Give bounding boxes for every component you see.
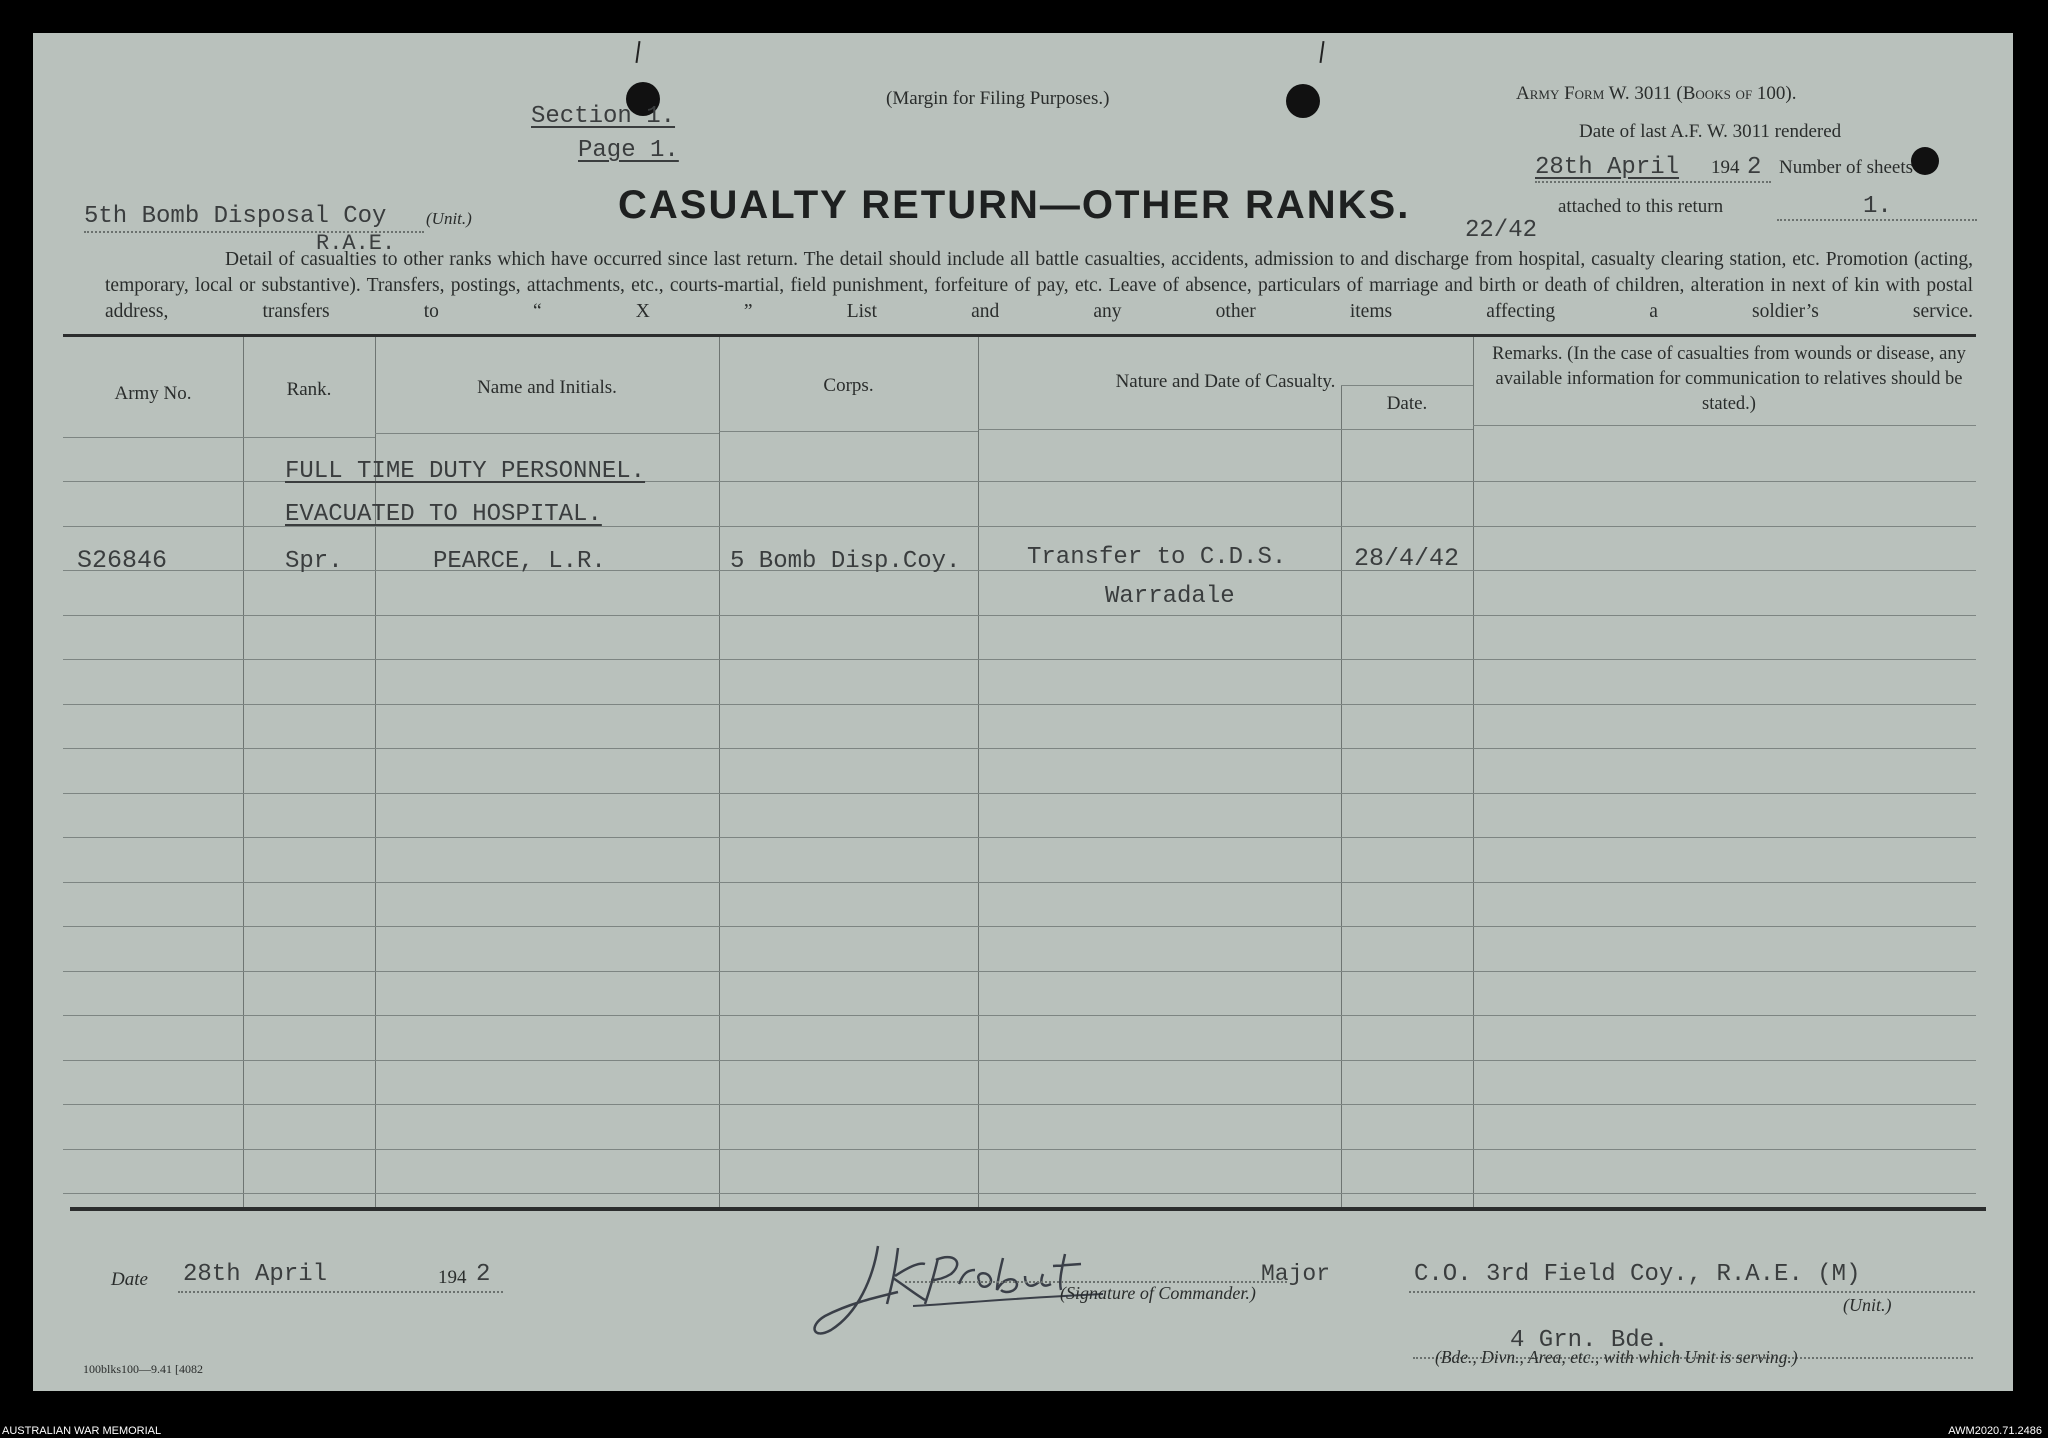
- footer-unit-dotline: [1409, 1291, 1975, 1293]
- instructions-paragraph: Detail of casualties to other ranks which have occurred since last return. The detail should include all battle casualties, accidents, admission to and discharge from hospital, casualty clearing station, etc. Promotion (acting, temporary, local or substantive). Transfers, postings, attachments, etc., courts-martial, field punishment, forfeiture of pay, etc. Leave of absence, particulars of marriage and birth or death of children, alteration in next of kin with postal address, transfers to “ X ” List and any other items affecting a soldier’s service.: [105, 249, 1973, 322]
- col-header-army-no: Army No.: [114, 383, 192, 404]
- table-top-rule: [63, 334, 1976, 337]
- unit-value-2: R.A.E.: [316, 231, 396, 256]
- cell-nature-line2: Warradale: [1105, 583, 1235, 610]
- footer-unit-label: (Unit.): [1843, 1295, 1892, 1315]
- archive-institution: AUSTRALIAN WAR MEMORIAL: [2, 1425, 162, 1437]
- cell-name: PEARCE, L.R.: [433, 548, 606, 575]
- footer-date-value: 28th April: [183, 1261, 328, 1288]
- footer-year-suffix: 2: [476, 1261, 491, 1288]
- header-bottom-rule: [63, 437, 243, 438]
- table-row-rule: [63, 1193, 1976, 1194]
- date-last-year-suffix: 2: [1747, 154, 1762, 181]
- note-full-time: FULL TIME DUTY PERSONNEL.: [285, 458, 646, 485]
- table-row-rule: [63, 971, 1976, 972]
- col-rule-3: [719, 337, 720, 1207]
- punch-hole-right: [1286, 84, 1320, 118]
- sheets-dotline: [1535, 181, 1771, 183]
- archive-catalogue-id: AWM2020.71.2486: [1948, 1425, 2042, 1437]
- filing-tick-right: [1319, 41, 1324, 63]
- col-header-nature: Nature and Date of Casualty.: [1115, 371, 1336, 392]
- date-last-year-prefix: 194: [1711, 157, 1740, 178]
- header-bottom-rule: [719, 431, 978, 432]
- col-header-date: Date.: [1386, 393, 1428, 414]
- reference-number: 22/42: [1465, 217, 1538, 244]
- cell-rank: Spr.: [285, 548, 343, 575]
- form-sheet: [33, 33, 2013, 1391]
- table-row-rule: [63, 882, 1976, 883]
- archive-footer: [0, 1392, 2048, 1438]
- page-label: Page 1.: [578, 137, 679, 164]
- date-last-value: 28th April: [1535, 154, 1680, 181]
- table-row-rule: [63, 1015, 1976, 1016]
- table-row-rule: [63, 748, 1976, 749]
- commander-rank: Major: [1261, 1261, 1331, 1287]
- table-row-rule: [63, 837, 1976, 838]
- date-subheader-rule: [1341, 385, 1473, 386]
- col-rule-1: [243, 337, 244, 1207]
- header-bottom-rule: [1473, 425, 1976, 426]
- table-row-rule: [63, 615, 1976, 616]
- footer-unit-value: C.O. 3rd Field Coy., R.A.E. (M): [1414, 1261, 1861, 1288]
- table-row-rule: [63, 1060, 1976, 1061]
- table-bottom-rule: [70, 1207, 1986, 1211]
- col-rule-4: [978, 337, 979, 1207]
- footer-bde-label: (Bde., Divn., Area, etc., with which Unit is serving.): [1435, 1347, 1798, 1367]
- filing-tick-left: [635, 41, 640, 63]
- attached-value: 1.: [1863, 193, 1892, 220]
- table-row-rule: [63, 793, 1976, 794]
- table-row-rule: [63, 926, 1976, 927]
- header-bottom-rule: [243, 437, 375, 438]
- col-header-name: Name and Initials.: [477, 377, 617, 398]
- cell-army-no: S26846: [77, 546, 168, 575]
- table-row-rule: [63, 704, 1976, 705]
- attached-label: attached to this return: [1558, 196, 1724, 217]
- signature-dotline: [905, 1281, 1287, 1283]
- header-bottom-rule: [375, 433, 719, 434]
- cell-corps: 5 Bomb Disp.Coy.: [730, 548, 961, 575]
- print-code: 100blks100—9.41 [4082: [83, 1362, 203, 1376]
- footer-date-label: Date: [111, 1269, 148, 1290]
- col-rule-5: [1341, 385, 1342, 1207]
- footer-date-dotline: [178, 1291, 503, 1293]
- footer-year-prefix: 194: [438, 1267, 467, 1288]
- margin-note: (Margin for Filing Purposes.): [886, 88, 1110, 109]
- punch-hole-edge: [1911, 147, 1939, 175]
- table-row-rule: [63, 1104, 1976, 1105]
- col-header-remarks: Remarks. (In the case of casualties from wounds or disease, any available information for communication to relatives should be stated.): [1492, 344, 1966, 414]
- army-form-label: Army Form W. 3011 (Books of 100).: [1516, 83, 1797, 104]
- unit-value: 5th Bomb Disposal Coy: [84, 203, 387, 230]
- footer-bde-value: 4 Grn. Bde.: [1510, 1327, 1669, 1354]
- sheets-label: Number of sheets: [1779, 157, 1914, 178]
- note-evacuated: EVACUATED TO HOSPITAL.: [285, 501, 602, 528]
- section-label: Section 1.: [531, 103, 676, 130]
- cell-nature: Transfer to C.D.S.: [1027, 544, 1287, 571]
- cell-date: 28/4/42: [1354, 544, 1460, 573]
- col-header-corps: Corps.: [823, 375, 874, 396]
- col-header-rank: Rank.: [286, 379, 332, 400]
- table-row-rule: [63, 659, 1976, 660]
- date-last-rendered-label: Date of last A.F. W. 3011 rendered: [1579, 121, 1842, 142]
- col-rule-6: [1473, 337, 1474, 1207]
- form-title: CASUALTY RETURN—OTHER RANKS.: [618, 183, 1411, 227]
- header-bottom-rule: [1341, 429, 1473, 430]
- unit-label: (Unit.): [426, 209, 472, 228]
- table-row-rule: [63, 570, 1976, 571]
- header-bottom-rule: [978, 429, 1341, 430]
- signature-label: (Signature of Commander.): [1060, 1283, 1256, 1303]
- table-row-rule: [63, 1149, 1976, 1150]
